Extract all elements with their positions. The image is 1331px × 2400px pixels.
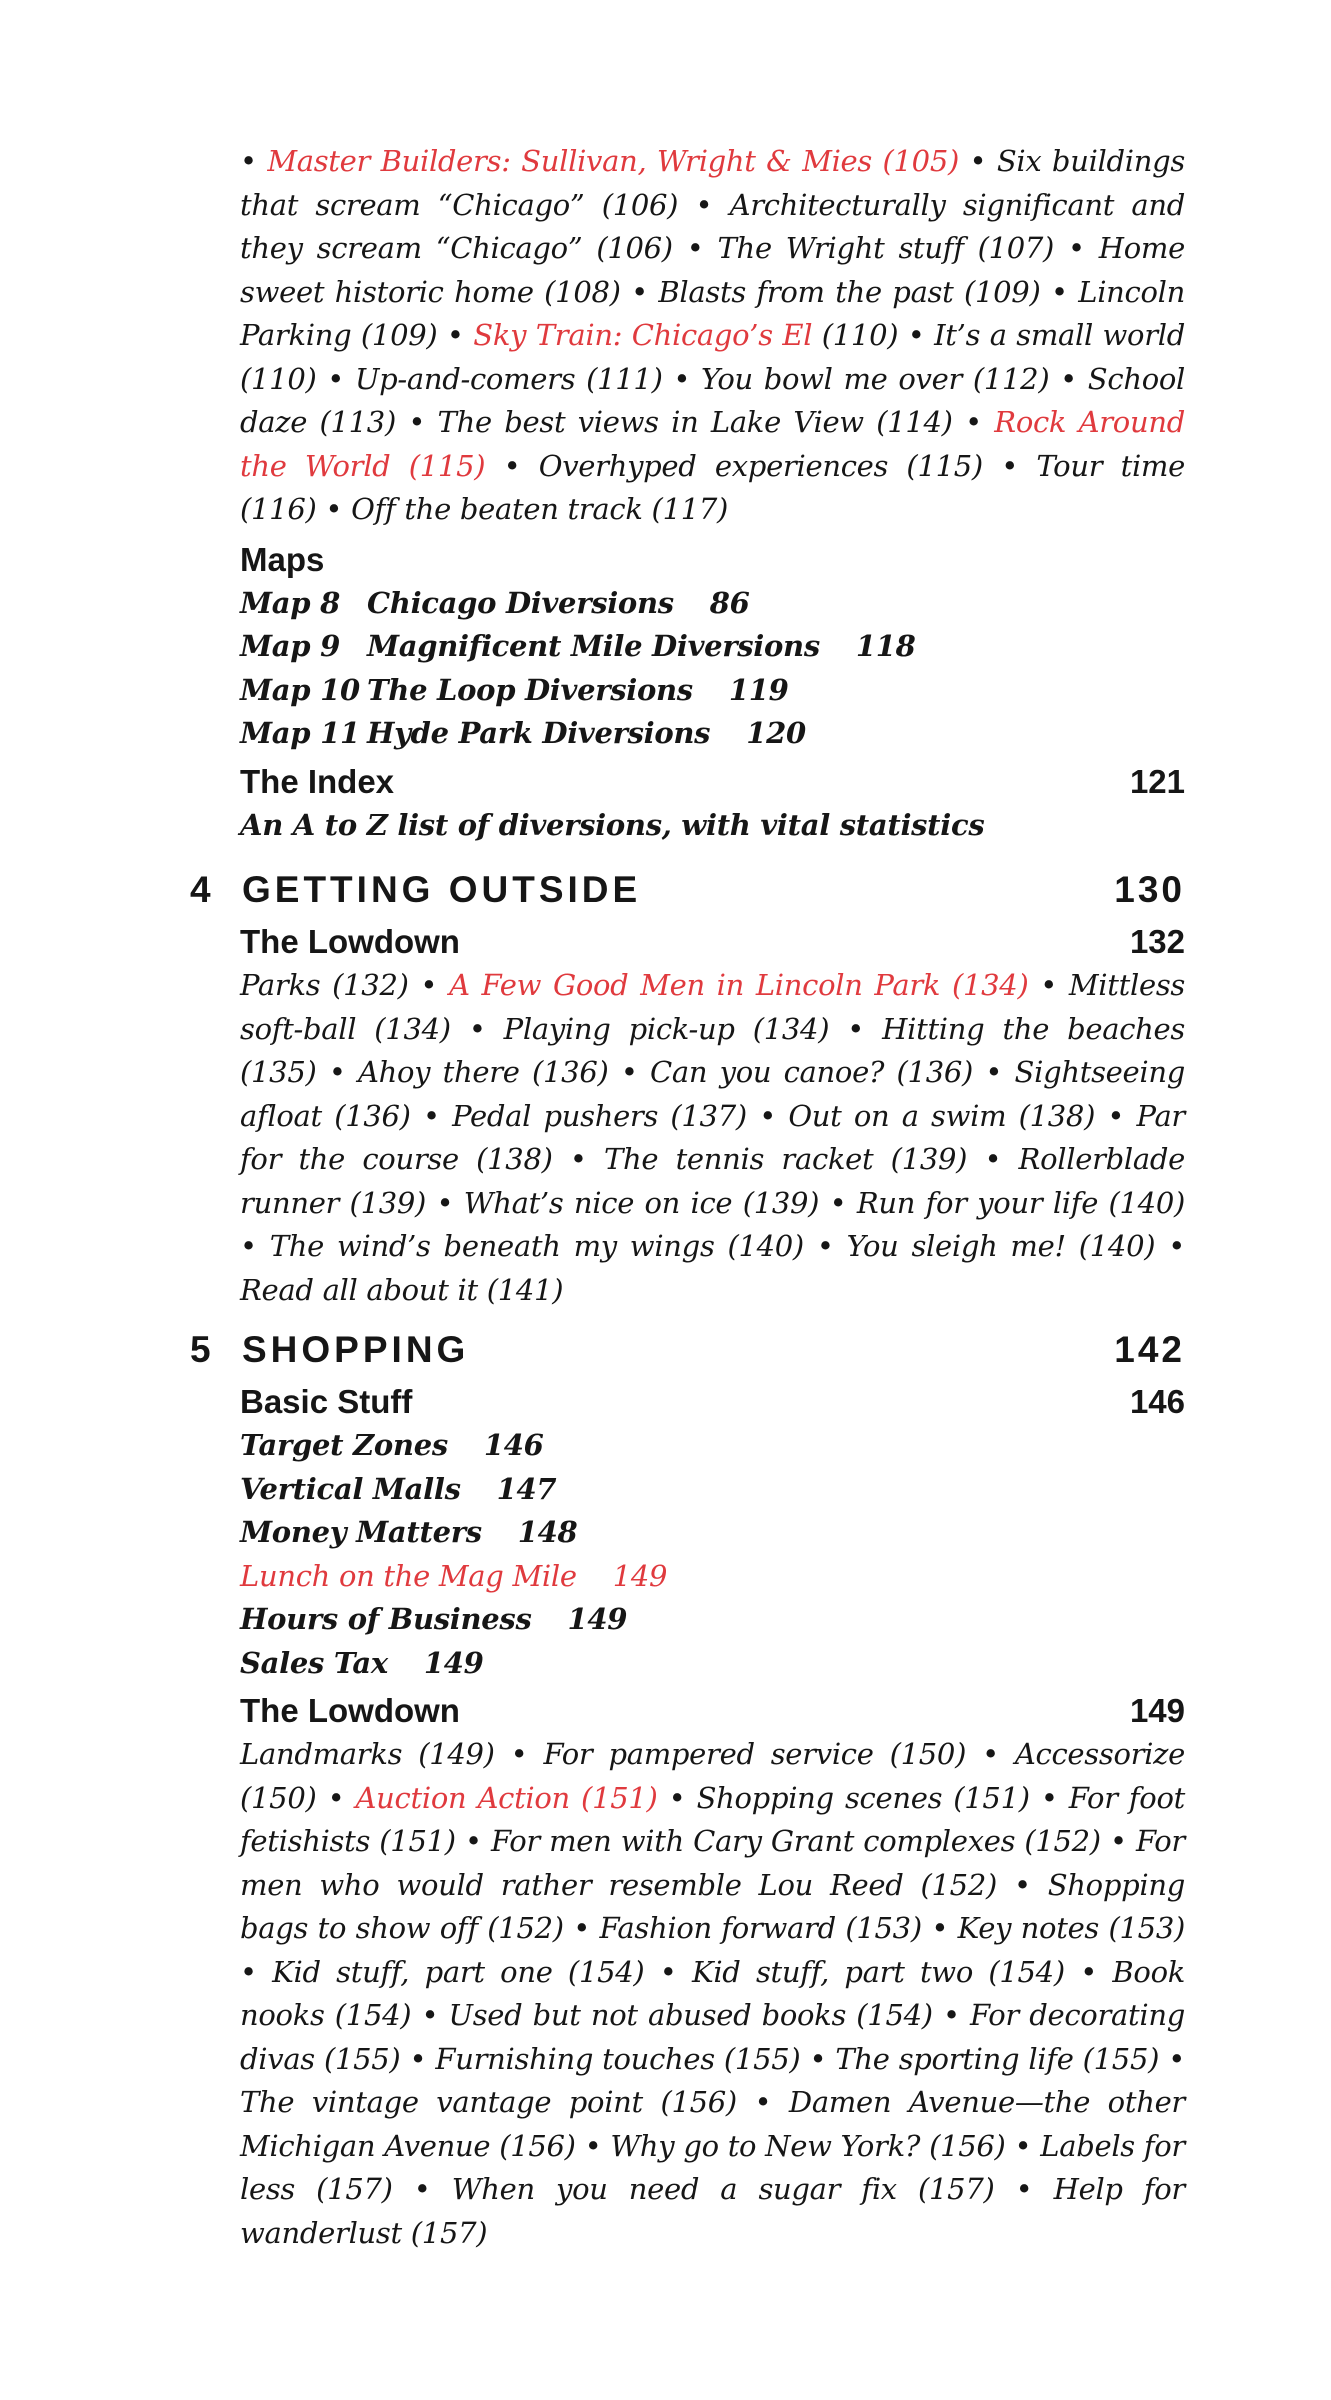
item-page: 148 — [517, 1515, 578, 1549]
basic-stuff-item[interactable] — [240, 1468, 1185, 1512]
map-entry[interactable] — [240, 625, 1185, 669]
map-title: The Loop Diversions — [367, 672, 693, 707]
item-title: Vertical Malls — [240, 1471, 461, 1506]
entry-text: • Six buildings that scream “Chicago” (106) • Architecturally significant and they scream “Chicago” (106) • The Wright stuff (107) • Home sweet historic home (108) • Blasts from the past (109) • Lincoln Parking (109) • — [240, 144, 1185, 352]
item-page: 149 — [612, 1558, 668, 1593]
entry-text: • Shopping scenes (151) • For foot fetishists (151) • For men with Cary Grant complexes (152) • For men who would rather resemble Lou Reed (152) • Shopping bags to show off (152) • Fashion forward (153) • Key notes (153) • Kid stuff, part one (154) • Kid stuff, part two (154) • Book nooks (154) • Used but not abused books (154) • For decorating divas (155) • Furnishing touches (155) • The sporting life (155) • The vintage vantage point (156) • Damen Avenue—the other Michigan Avenue (156) • Why go to New York? (156) • Labels for less (157) • When you need a sugar fix (157) • Help for wanderlust (157) — [240, 1780, 1185, 2250]
lowdown-title: The Lowdown — [240, 923, 460, 960]
map-page: 118 — [855, 629, 916, 663]
chapter-title: SHOPPING — [242, 1329, 470, 1370]
lowdown-heading[interactable] — [240, 1689, 1185, 1733]
basic-stuff-heading[interactable] — [240, 1380, 1185, 1424]
basic-stuff-page: 146 — [1129, 1383, 1185, 1420]
index-description: An A to Z list of diversions, with vital statistics — [240, 807, 985, 842]
map-title: Chicago Diversions — [367, 585, 674, 620]
lowdown-heading[interactable] — [240, 920, 1185, 964]
entry-text: Parks (132) • — [240, 968, 450, 1002]
map-page: 86 — [709, 585, 750, 620]
map-number: Map 9 — [240, 629, 340, 663]
item-page: 146 — [483, 1428, 544, 1462]
basic-stuff-item[interactable] — [240, 1511, 1185, 1555]
lowdown-page: 132 — [1129, 923, 1185, 960]
basic-stuff-list — [240, 1424, 1185, 1685]
maps-heading-label: Maps — [240, 540, 325, 578]
section3-entries — [240, 140, 1185, 532]
index-title: The Index — [240, 762, 395, 800]
entry-text: • Mittless soft-ball (134) • Playing pick-up (134) • Hitting the beaches (135) • Ahoy there (136) • Can you canoe? (136) • Sightseeing afloat (136) • Pedal pushers (137) • Out on a swim (138) • Par for the course (138) • The tennis racket (139) • Rollerblade runner (139) • What’s nice on ice (139) • Run for your life (140) • The wind’s beneath my wings (140) • You sleigh me! (140) • Read all about it (141) — [240, 968, 1185, 1307]
item-title: Hours of Business — [240, 1602, 532, 1636]
featured-entry-link[interactable]: Master Builders: Sullivan, Wright & Mies (105) — [267, 144, 959, 178]
chapter-page: 142 — [1114, 1329, 1185, 1370]
basic-stuff-item[interactable] — [240, 1642, 1185, 1686]
map-entry[interactable] — [240, 669, 1185, 713]
featured-entry-link[interactable]: A Few Good Men in Lincoln Park (134) — [449, 968, 1029, 1002]
item-page: 149 — [567, 1602, 628, 1636]
chapter5-entries — [240, 1733, 1185, 2255]
item-title: Sales Tax — [240, 1645, 388, 1680]
basic-stuff-item[interactable] — [240, 1424, 1185, 1468]
map-number: Map 10 — [240, 672, 360, 707]
maps-heading — [240, 538, 1185, 582]
featured-basic-item[interactable] — [240, 1555, 1185, 1599]
chapter5-body — [240, 1380, 1185, 2255]
chapter-title: GETTING OUTSIDE — [242, 869, 642, 910]
map-number: Map 11 — [240, 716, 360, 750]
index-heading[interactable] — [240, 760, 1185, 804]
chapter4-entries — [240, 964, 1185, 1312]
chapter4-body — [240, 920, 1185, 1312]
index-page: 121 — [1129, 762, 1185, 800]
chapter-number: 5 — [190, 1329, 211, 1370]
entry-text: • Overhyped experiences (115) • Tour time (116) • Off the beaten track (117) — [240, 448, 1185, 526]
entry-text: (110) • It’s a small world (110) • Up-and-comers (111) • You bowl me over (112) • School daze (113) • The best views in Lake View (114) • — [240, 318, 1185, 439]
map-entry[interactable] — [240, 582, 1185, 626]
basic-stuff-item[interactable] — [240, 1598, 1185, 1642]
map-entry[interactable] — [240, 712, 1185, 756]
featured-entry-link[interactable]: Sky Train: Chicago’s El — [473, 318, 813, 352]
item-title: Target Zones — [240, 1428, 448, 1462]
chapter-page: 130 — [1114, 869, 1185, 910]
lowdown-page: 149 — [1129, 1692, 1185, 1729]
item-title: Money Matters — [240, 1515, 482, 1549]
entry-text: Landmarks (149) • For pampered service (150) • Accessorize (150) • — [240, 1737, 1185, 1815]
map-page: 120 — [746, 716, 806, 750]
map-title: Magnificent Mile Diversions — [367, 629, 820, 663]
maps-list — [240, 582, 1185, 756]
item-title: Lunch on the Mag Mile — [240, 1558, 577, 1593]
chapter-heading[interactable] — [190, 1325, 1185, 1375]
featured-entry-link[interactable]: Auction Action (151) — [355, 1780, 658, 1815]
lowdown-title: The Lowdown — [240, 1692, 460, 1729]
entry-text: • — [240, 144, 268, 178]
featured-entry-link[interactable]: Rock Around the World (115) — [240, 405, 1185, 483]
map-title: Hyde Park Diversions — [367, 716, 711, 750]
map-number: Map 8 — [240, 585, 340, 620]
basic-stuff-title: Basic Stuff — [240, 1383, 413, 1420]
section3-continued — [240, 140, 1185, 847]
chapter-number: 4 — [190, 869, 211, 910]
item-page: 149 — [423, 1645, 484, 1680]
item-page: 147 — [496, 1471, 557, 1506]
map-page: 119 — [728, 672, 789, 707]
chapter-heading[interactable] — [190, 865, 1185, 915]
